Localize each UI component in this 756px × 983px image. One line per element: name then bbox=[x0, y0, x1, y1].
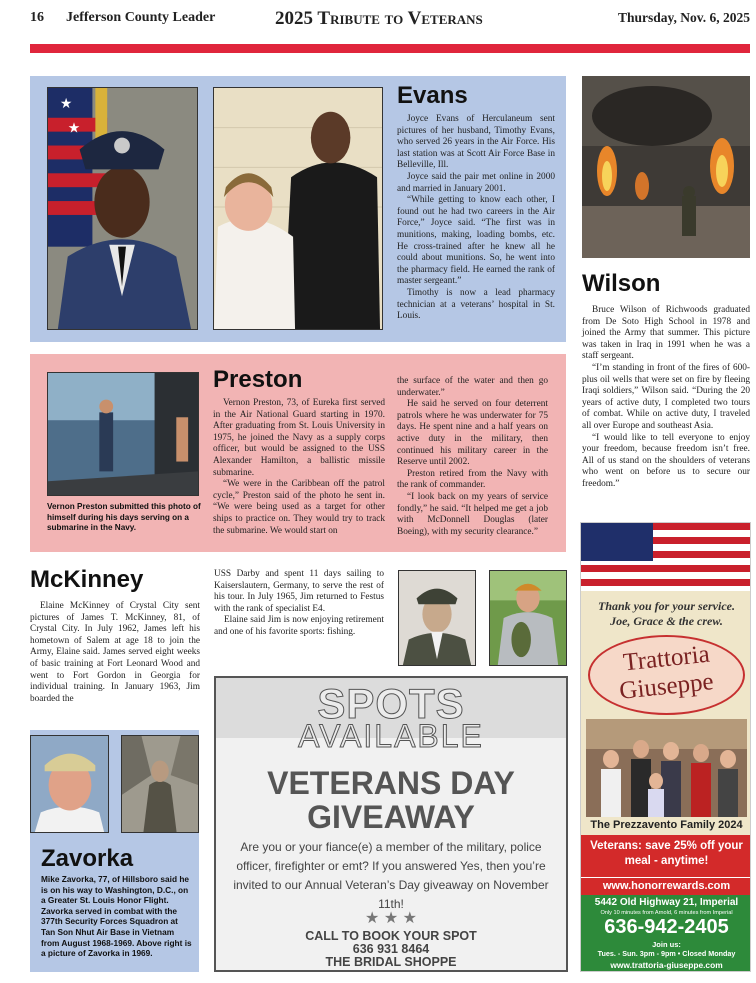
paragraph: the surface of the water and then go underwater.” bbox=[397, 376, 548, 398]
veterans-day-giveaway-ad bbox=[214, 676, 568, 972]
zavorka-caption: Mike Zavorka, 77, of Hillsboro said he is on his way to Washington, D.C., on a Greater St. Louis Honor Flight. Zavorka served in combat with the 377th Security Forces Squadron at Tan Son Nhut Air Base in Vietnam from August 1968-1969. Above right is a picture of Zavorka in 1969. bbox=[41, 874, 192, 959]
paragraph: He said he served on four deterrent patrols where he was underwater for 75 days. He spent nine and a half years on active duty in the military, then continued his military career in the Reserve until 2002. bbox=[397, 399, 548, 468]
ad-shop-name: THE BRIDAL SHOPPE bbox=[325, 955, 457, 969]
trattoria-giuseppe-ad bbox=[580, 522, 751, 972]
ad-directions: Only 10 minutes from Arnold, 6 minutes from Imperial bbox=[600, 910, 733, 916]
paragraph: USS Darby and spent 11 days sailing to Kaiserslautern, Germany, to serve the rest of his tour. In July 1965, Jim returned to Festus with the rank of specialist E4. bbox=[214, 569, 384, 614]
preston-story-col1 bbox=[213, 398, 385, 537]
ad-offer-banner: Veterans: save 25% off your meal - anytime! bbox=[581, 835, 751, 877]
wilson-heading: Wilson bbox=[582, 270, 661, 297]
ad-stars: ★ ★ ★ bbox=[365, 910, 417, 927]
page-number: 16 bbox=[30, 10, 44, 25]
paragraph: Elaine McKinney of Crystal City sent pictures of James T. McKinney, 81, of Crystal City. In July 1962, James left his hometown of Salem at age 18 to join the Army, Elaine said. James served eight weeks of basic training at Fort Leonard Wood and went to Fort Gordon in Georgia for individual training. In January 1963, Jim boarded the bbox=[30, 601, 200, 704]
ad-spots-text: SPOTS bbox=[317, 680, 465, 727]
paragraph: “I would like to tell everyone to enjoy your freedom, because freedom isn’t free. All of us stand on the shoulders of veterans who went on before us to secure our freedom.” bbox=[582, 432, 750, 489]
zavorka-1969-photo bbox=[121, 735, 199, 833]
paragraph: Joyce said the pair met online in 2000 and married in January 2001. bbox=[397, 171, 555, 194]
wilson-oil-fires-photo bbox=[582, 76, 750, 258]
zavorka-current-photo bbox=[30, 735, 109, 833]
wilson-story bbox=[582, 305, 750, 491]
paragraph: “I’m standing in front of the fires of 600-plus oil wells that were set on fire by fleeing Iraqi soldiers,” Wilson said. “During the 20 years of active duty, I completed two tours of combat. While on active duty, I traveled all over Europe and southeast Asia. bbox=[582, 362, 750, 431]
evans-portrait-photo bbox=[47, 87, 198, 330]
svg-text:★: ★ bbox=[67, 120, 81, 136]
ad-address: 5442 Old Highway 21, Imperial bbox=[594, 897, 739, 908]
svg-text:★: ★ bbox=[59, 95, 73, 111]
evans-heading: Evans bbox=[397, 82, 468, 109]
ad-thanks-line1: Thank you for your service. bbox=[598, 599, 735, 613]
evans-couple-photo bbox=[213, 87, 383, 330]
mckinney-story-col2 bbox=[214, 569, 384, 639]
mckinney-army-photo bbox=[398, 570, 476, 666]
preston-heading: Preston bbox=[213, 366, 303, 393]
ad-thanks-line2: Joe, Grace & the crew. bbox=[610, 614, 723, 628]
paper-name: Jefferson County Leader bbox=[66, 10, 216, 25]
paragraph: Joyce Evans of Herculaneum sent pictures of her husband, Timothy Evans, who served 26 years in the Air Force. His last station was at Scott Air Force Base in Belleville, Ill. bbox=[397, 114, 555, 171]
ad-call-text: CALL TO BOOK YOUR SPOT bbox=[305, 929, 477, 943]
ad-family-caption: The Prezzavento Family 2024 bbox=[590, 819, 743, 831]
paragraph: “We were in the Caribbean off the patrol cycle,” Preston said of the photo he sent in. “We were being used as a target for other ships to practice on. They would try to track the submarine. We would start on bbox=[213, 479, 385, 536]
issue-date: Thursday, Nov. 6, 2025 bbox=[617, 10, 750, 25]
paragraph: Preston retired from the Navy with the rank of commander. bbox=[397, 468, 548, 491]
header-rule bbox=[30, 44, 750, 53]
ad-logo-line2: Giuseppe bbox=[618, 668, 715, 705]
ad-join-label: Join us: bbox=[652, 940, 681, 949]
ad-body-text: Are you or your fiance(e) a member of the military, police officer, firefighter or emt? If you answered Yes, then you’re invited to our Annual Veteran’s Day giveaway on November 11th! bbox=[233, 840, 549, 911]
paragraph: “While getting to know each other, I found out he had two careers in the Air Force,” Joyce said. “The first was in munitions, making, loading bombs, etc. He cross-trained after he knew all he could about munitions. So, he went into the pharmacy field. He earned the rank of master sergeant.” bbox=[397, 195, 555, 287]
section-title: 2025 Tribute to Veterans bbox=[275, 8, 483, 29]
ad-flag-image bbox=[581, 523, 751, 591]
paragraph: Vernon Preston, 73, of Eureka first served in the Air National Guard starting in 1970. After graduating from St. Louis University in 1975, he joined the Navy as a supply corps officer, but would be assigned to the USS Alexander Hamilton, a ballistic missile submarine. bbox=[213, 398, 385, 478]
paragraph: Bruce Wilson of Richwoods graduated from De Soto High School in 1978 and joined the Army that summer. This picture was taken in Iraq in 1991 when he was a staff sergeant. bbox=[582, 305, 750, 362]
mckinney-fishing-photo bbox=[489, 570, 567, 666]
paragraph: Timothy is now a lead pharmacy technician at a veterans’ hospital in St. Louis. bbox=[397, 287, 555, 322]
ad-title-line1: VETERANS DAY bbox=[267, 765, 515, 801]
ad-hours: Tues. - Sun. 3pm - 9pm • Closed Monday bbox=[597, 949, 736, 958]
ad-family-photo bbox=[586, 719, 747, 817]
ad-phone: 636 931 8464 bbox=[352, 942, 430, 956]
ad-logo-line1: Trattoria bbox=[621, 640, 711, 677]
zavorka-heading: Zavorka bbox=[41, 845, 134, 872]
preston-story-col2 bbox=[397, 376, 548, 538]
preston-submarine-photo bbox=[47, 372, 199, 496]
evans-story bbox=[397, 114, 555, 323]
ad-phone-number: 636-942-2405 bbox=[604, 916, 729, 938]
ad-title-line2: GIVEAWAY bbox=[307, 799, 475, 835]
paragraph: “I look back on my years of service fondly,” he said. “It helped me get a job with McDonnell Douglas (later Boeing), with my security clearance.” bbox=[397, 491, 548, 537]
mckinney-story-col1 bbox=[30, 601, 200, 705]
ad-available-text: AVAILABLE bbox=[298, 718, 484, 754]
ad-honor-web: www.honorrewards.com bbox=[581, 877, 751, 895]
mckinney-heading: McKinney bbox=[30, 566, 144, 593]
preston-caption: Vernon Preston submitted this photo of himself during his days serving on a submarine in the Navy. bbox=[47, 502, 201, 533]
ad-website: www.trattoria-giuseppe.com bbox=[610, 960, 723, 970]
paragraph: Elaine said Jim is now enjoying retirement and one of his favorite sports: fishing. bbox=[214, 615, 384, 637]
